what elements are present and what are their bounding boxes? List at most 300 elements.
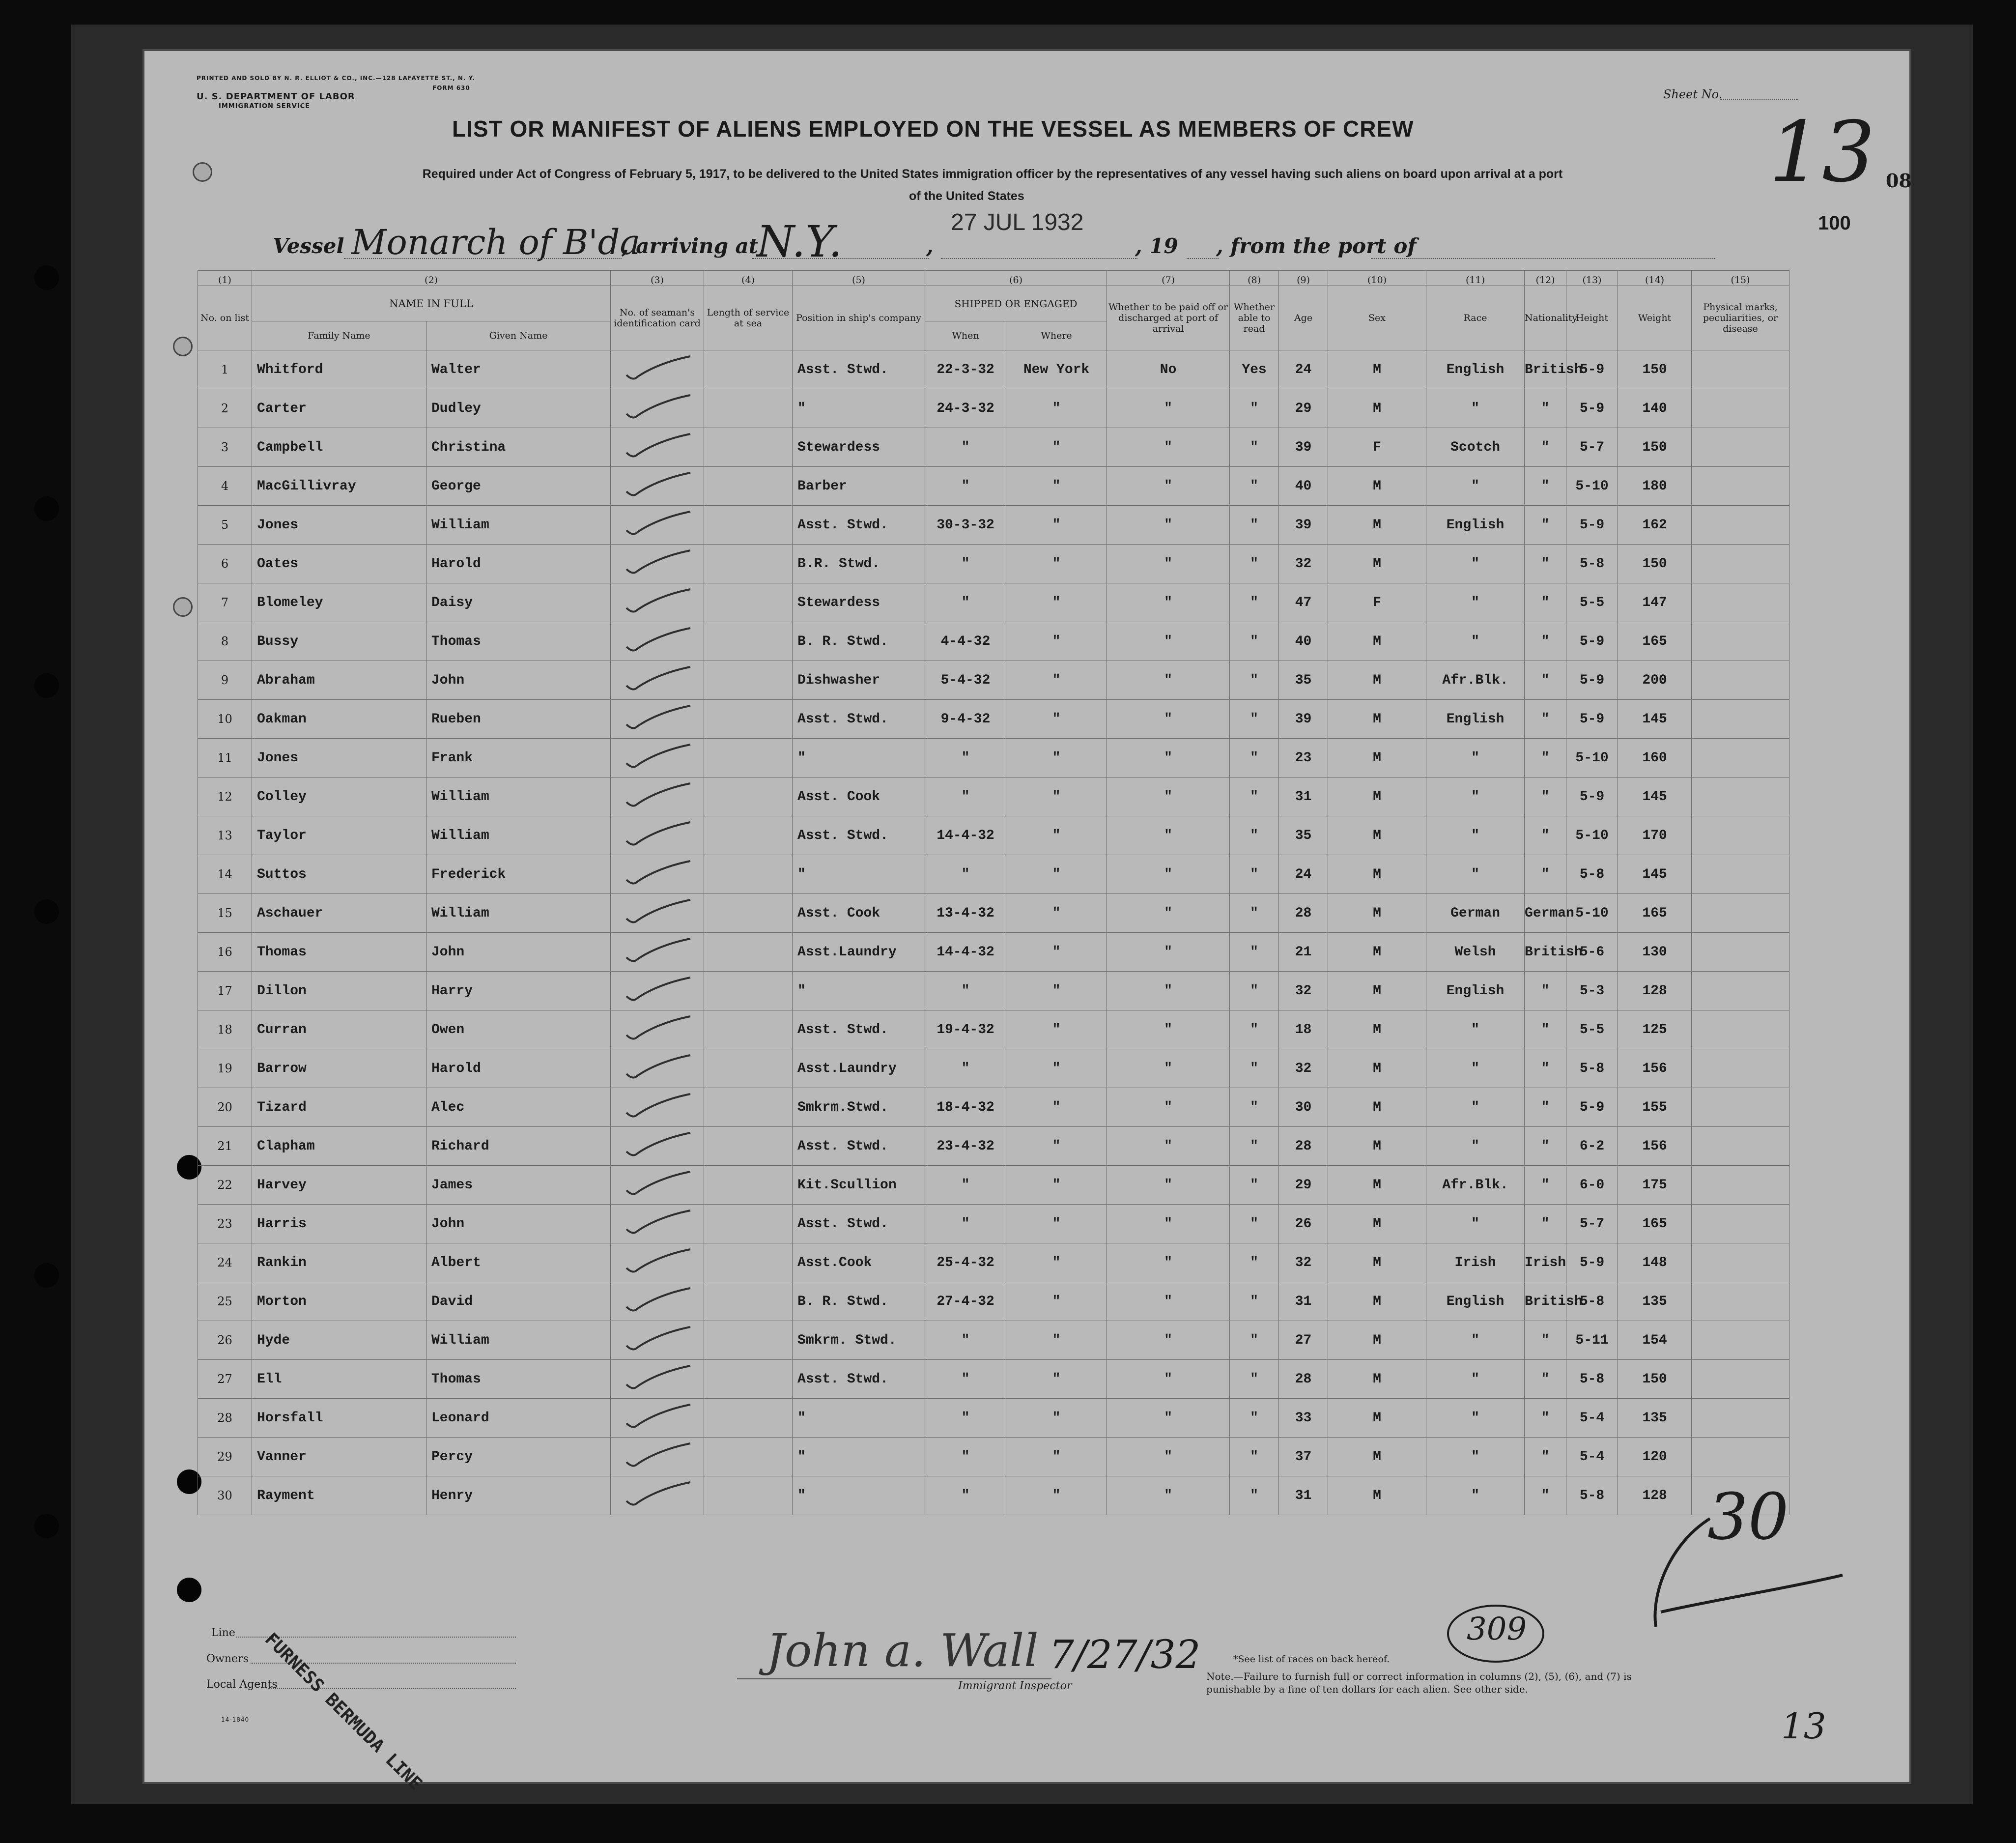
physical-marks	[1692, 1010, 1789, 1049]
age: 29	[1279, 1166, 1328, 1205]
sex: M	[1328, 1321, 1426, 1360]
height: 5-10	[1566, 467, 1618, 506]
col-num: (2)	[252, 271, 611, 286]
position: Asst. Cook	[793, 778, 925, 816]
column-header-row	[198, 286, 1789, 321]
sex: M	[1328, 1438, 1426, 1476]
given-name: John	[426, 661, 611, 700]
weight: 180	[1618, 467, 1692, 506]
age: 28	[1279, 1127, 1328, 1166]
race: Irish	[1426, 1243, 1525, 1282]
paid-off: "	[1107, 894, 1230, 933]
paid-off: "	[1107, 1438, 1230, 1476]
position: Asst. Stwd.	[793, 1205, 925, 1243]
weight: 150	[1618, 1360, 1692, 1399]
table-row	[198, 1166, 1789, 1205]
physical-marks	[1692, 622, 1789, 661]
agents-label: Local Agents	[206, 1678, 278, 1691]
shipped-when: 4-4-32	[925, 622, 1006, 661]
height: 5-9	[1566, 1088, 1618, 1127]
able-to-read: "	[1230, 855, 1279, 894]
shipped-when: "	[925, 972, 1006, 1010]
nationality: "	[1525, 1321, 1566, 1360]
shipped-where: "	[1006, 1438, 1107, 1476]
physical-marks	[1692, 506, 1789, 545]
age: 28	[1279, 894, 1328, 933]
nationality: "	[1525, 1127, 1566, 1166]
sex: M	[1328, 1282, 1426, 1321]
race: "	[1426, 583, 1525, 622]
family-name: Carter	[252, 389, 426, 428]
id-card-check	[611, 1476, 704, 1515]
given-name: Walter	[426, 350, 611, 389]
nationality: British	[1525, 933, 1566, 972]
nationality: "	[1525, 389, 1566, 428]
given-name: John	[426, 1205, 611, 1243]
paid-off: "	[1107, 855, 1230, 894]
id-card-check	[611, 1321, 704, 1360]
physical-marks	[1692, 545, 1789, 583]
nationality: "	[1525, 1088, 1566, 1127]
paid-off: "	[1107, 622, 1230, 661]
family-name: Campbell	[252, 428, 426, 467]
header-no-on-list: No. on list	[198, 286, 252, 350]
given-name: Frank	[426, 739, 611, 778]
table-row	[198, 661, 1789, 700]
height: 5-7	[1566, 428, 1618, 467]
race: "	[1426, 1321, 1525, 1360]
given-name: Leonard	[426, 1399, 611, 1438]
service-length	[704, 1438, 793, 1476]
service-length	[704, 467, 793, 506]
nationality: "	[1525, 1438, 1566, 1476]
check-mark	[621, 1208, 694, 1236]
col-num: (12)	[1525, 271, 1566, 286]
able-to-read: "	[1230, 1399, 1279, 1438]
given-name: William	[426, 816, 611, 855]
nationality: "	[1525, 1476, 1566, 1515]
id-card-check	[611, 933, 704, 972]
sheet-label: Sheet No.	[1663, 87, 1723, 101]
able-to-read: "	[1230, 428, 1279, 467]
physical-marks	[1692, 428, 1789, 467]
position: Smkrm.Stwd.	[793, 1088, 925, 1127]
physical-marks	[1692, 1049, 1789, 1088]
physical-marks	[1692, 1205, 1789, 1243]
weight: 156	[1618, 1127, 1692, 1166]
sex: M	[1328, 467, 1426, 506]
given-name: Rueben	[426, 700, 611, 739]
sex: M	[1328, 739, 1426, 778]
service-label: IMMIGRATION SERVICE	[219, 103, 311, 110]
shipped-where: "	[1006, 816, 1107, 855]
id-card-check	[611, 1438, 704, 1476]
header-race: Race	[1426, 286, 1525, 350]
table-row	[198, 1088, 1789, 1127]
physical-marks	[1692, 739, 1789, 778]
age: 39	[1279, 506, 1328, 545]
physical-marks	[1692, 389, 1789, 428]
weight: 200	[1618, 661, 1692, 700]
id-card-check	[611, 1010, 704, 1049]
family-name: Barrow	[252, 1049, 426, 1088]
arriving-comma: ,	[926, 234, 934, 258]
race: English	[1426, 700, 1525, 739]
check-mark	[621, 1440, 694, 1469]
height: 5-4	[1566, 1399, 1618, 1438]
physical-marks	[1692, 1166, 1789, 1205]
shipped-when: 23-4-32	[925, 1127, 1006, 1166]
physical-marks	[1692, 661, 1789, 700]
nationality: "	[1525, 428, 1566, 467]
physical-marks	[1692, 855, 1789, 894]
row-number: 9	[198, 661, 252, 700]
height: 5-8	[1566, 1360, 1618, 1399]
weight: 156	[1618, 1049, 1692, 1088]
position: "	[793, 855, 925, 894]
weight: 162	[1618, 506, 1692, 545]
shipped-when: "	[925, 855, 1006, 894]
shipped-where: "	[1006, 1321, 1107, 1360]
weight: 120	[1618, 1438, 1692, 1476]
row-number: 23	[198, 1205, 252, 1243]
family-name: Jones	[252, 739, 426, 778]
table-row	[198, 816, 1789, 855]
sex: M	[1328, 1166, 1426, 1205]
shipped-where: "	[1006, 855, 1107, 894]
header-sex: Sex	[1328, 286, 1426, 350]
race: "	[1426, 778, 1525, 816]
header-where: Where	[1006, 321, 1107, 350]
shipped-when: "	[925, 1360, 1006, 1399]
row-number: 10	[198, 700, 252, 739]
family-name: Blomeley	[252, 583, 426, 622]
weight: 170	[1618, 816, 1692, 855]
service-length	[704, 1088, 793, 1127]
circled-number: 309	[1467, 1611, 1527, 1647]
position: Asst. Stwd.	[793, 506, 925, 545]
shipped-where: "	[1006, 739, 1107, 778]
sex: M	[1328, 622, 1426, 661]
race: "	[1426, 1010, 1525, 1049]
given-name: William	[426, 506, 611, 545]
shipped-when: "	[925, 1205, 1006, 1243]
race: English	[1426, 506, 1525, 545]
arriving-port: N.Y.	[757, 216, 843, 267]
row-number: 11	[198, 739, 252, 778]
weight: 145	[1618, 700, 1692, 739]
vessel-name: Monarch of B'da	[351, 222, 641, 262]
binder-hole	[177, 1578, 201, 1602]
sex: M	[1328, 1360, 1426, 1399]
crew-manifest-table	[198, 270, 1789, 1515]
col-num: (13)	[1566, 271, 1618, 286]
able-to-read: "	[1230, 1205, 1279, 1243]
paid-off: "	[1107, 816, 1230, 855]
weight: 165	[1618, 894, 1692, 933]
shipped-when: "	[925, 1166, 1006, 1205]
position: Asst. Stwd.	[793, 350, 925, 389]
shipped-where: "	[1006, 622, 1107, 661]
binder-hole	[34, 265, 59, 290]
row-number: 17	[198, 972, 252, 1010]
year-label: , 19	[1135, 234, 1178, 258]
given-name: Thomas	[426, 1360, 611, 1399]
physical-marks	[1692, 816, 1789, 855]
able-to-read: "	[1230, 933, 1279, 972]
table-row	[198, 1438, 1789, 1476]
paid-off: "	[1107, 661, 1230, 700]
sex: M	[1328, 972, 1426, 1010]
height: 5-9	[1566, 506, 1618, 545]
age: 21	[1279, 933, 1328, 972]
shipped-when: 13-4-32	[925, 894, 1006, 933]
check-mark	[621, 1169, 694, 1197]
position: Asst. Cook	[793, 894, 925, 933]
shipped-when: 25-4-32	[925, 1243, 1006, 1282]
page-title: LIST OR MANIFEST OF ALIENS EMPLOYED ON THE VESSEL AS MEMBERS OF CREW	[452, 116, 1414, 142]
service-length	[704, 1049, 793, 1088]
service-length	[704, 428, 793, 467]
paid-off: "	[1107, 1243, 1230, 1282]
shipped-where: "	[1006, 1010, 1107, 1049]
row-number: 19	[198, 1049, 252, 1088]
age: 39	[1279, 700, 1328, 739]
shipped-where: "	[1006, 467, 1107, 506]
paid-off: "	[1107, 428, 1230, 467]
physical-marks	[1692, 778, 1789, 816]
position: Barber	[793, 467, 925, 506]
check-mark	[621, 431, 694, 460]
height: 5-9	[1566, 622, 1618, 661]
row-number: 22	[198, 1166, 252, 1205]
col-num: (1)	[198, 271, 252, 286]
given-name: Percy	[426, 1438, 611, 1476]
position: Asst. Stwd.	[793, 1360, 925, 1399]
paid-off: "	[1107, 583, 1230, 622]
shipped-where: "	[1006, 700, 1107, 739]
physical-marks	[1692, 1321, 1789, 1360]
physical-marks	[1692, 1399, 1789, 1438]
family-name: MacGillivray	[252, 467, 426, 506]
punch-ring	[173, 337, 193, 356]
physical-marks	[1692, 1360, 1789, 1399]
date-underline	[941, 258, 1137, 259]
table-row	[198, 622, 1789, 661]
check-mark	[621, 703, 694, 731]
age: 35	[1279, 661, 1328, 700]
inspector-label: Immigrant Inspector	[958, 1680, 1072, 1692]
shipped-when: 19-4-32	[925, 1010, 1006, 1049]
id-card-check	[611, 622, 704, 661]
paid-off: "	[1107, 389, 1230, 428]
shipped-where: "	[1006, 1088, 1107, 1127]
crew-rows	[198, 350, 1789, 1515]
table-row	[198, 894, 1789, 933]
race: "	[1426, 467, 1525, 506]
service-length	[704, 972, 793, 1010]
table-row	[198, 1476, 1789, 1515]
service-length	[704, 622, 793, 661]
shipped-when: "	[925, 467, 1006, 506]
able-to-read: "	[1230, 583, 1279, 622]
age: 27	[1279, 1321, 1328, 1360]
id-card-check	[611, 389, 704, 428]
shipped-where: "	[1006, 778, 1107, 816]
given-name: George	[426, 467, 611, 506]
col-num: (7)	[1107, 271, 1230, 286]
family-name: Horsfall	[252, 1399, 426, 1438]
given-name: William	[426, 1321, 611, 1360]
row-number: 3	[198, 428, 252, 467]
family-name: Hyde	[252, 1321, 426, 1360]
weight: 175	[1618, 1166, 1692, 1205]
header-able-to-read: Whether able to read	[1230, 286, 1279, 350]
id-card-check	[611, 506, 704, 545]
service-length	[704, 1243, 793, 1282]
age: 18	[1279, 1010, 1328, 1049]
sex: M	[1328, 1243, 1426, 1282]
id-card-check	[611, 1049, 704, 1088]
service-length	[704, 1127, 793, 1166]
service-length	[704, 1321, 793, 1360]
table-row	[198, 467, 1789, 506]
from-port-underline	[1371, 258, 1715, 259]
given-name: Owen	[426, 1010, 611, 1049]
sex: M	[1328, 894, 1426, 933]
header-service-length: Length of service at sea	[704, 286, 793, 350]
position: "	[793, 972, 925, 1010]
service-length	[704, 545, 793, 583]
position: Asst. Stwd.	[793, 1010, 925, 1049]
id-card-check	[611, 700, 704, 739]
height: 5-9	[1566, 661, 1618, 700]
nationality: "	[1525, 467, 1566, 506]
physical-marks	[1692, 933, 1789, 972]
paid-off: "	[1107, 1321, 1230, 1360]
line-label: Line	[211, 1627, 235, 1639]
age: 29	[1279, 389, 1328, 428]
header-nationality: Nationality	[1525, 286, 1566, 350]
race: English	[1426, 1282, 1525, 1321]
height: 5-9	[1566, 1243, 1618, 1282]
given-name: William	[426, 778, 611, 816]
age: 28	[1279, 1360, 1328, 1399]
id-card-check	[611, 661, 704, 700]
race: English	[1426, 972, 1525, 1010]
height: 5-9	[1566, 389, 1618, 428]
check-mark	[621, 1091, 694, 1120]
header-marks: Physical marks, peculiarities, or disease	[1692, 286, 1789, 350]
age: 33	[1279, 1399, 1328, 1438]
physical-marks	[1692, 1127, 1789, 1166]
race: "	[1426, 622, 1525, 661]
shipped-when: "	[925, 545, 1006, 583]
col-num: (5)	[793, 271, 925, 286]
row-number: 6	[198, 545, 252, 583]
sex: M	[1328, 1476, 1426, 1515]
weight: 155	[1618, 1088, 1692, 1127]
shipped-where: "	[1006, 661, 1107, 700]
department-label: U. S. DEPARTMENT OF LABOR	[197, 91, 355, 102]
family-name: Aschauer	[252, 894, 426, 933]
paid-off: "	[1107, 933, 1230, 972]
family-name: Abraham	[252, 661, 426, 700]
row-number: 26	[198, 1321, 252, 1360]
height: 5-10	[1566, 816, 1618, 855]
row-number: 29	[198, 1438, 252, 1476]
weight: 150	[1618, 350, 1692, 389]
binder-hole	[34, 1514, 59, 1538]
paid-off: "	[1107, 1088, 1230, 1127]
paid-off: "	[1107, 1399, 1230, 1438]
paid-off: No	[1107, 350, 1230, 389]
sex: M	[1328, 506, 1426, 545]
bottom-number: 13	[1781, 1705, 1826, 1747]
shipped-when: "	[925, 1476, 1006, 1515]
check-mark	[621, 1479, 694, 1508]
shipped-when: "	[925, 1399, 1006, 1438]
table-row	[198, 1399, 1789, 1438]
id-card-check	[611, 1360, 704, 1399]
sex: M	[1328, 816, 1426, 855]
given-name: David	[426, 1282, 611, 1321]
age: 31	[1279, 1476, 1328, 1515]
table-row	[198, 583, 1789, 622]
binder-hole	[34, 496, 59, 521]
table-row	[198, 855, 1789, 894]
given-name: Christina	[426, 428, 611, 467]
shipped-when: "	[925, 1321, 1006, 1360]
race: "	[1426, 739, 1525, 778]
service-length	[704, 1282, 793, 1321]
check-mark	[621, 1324, 694, 1353]
height: 6-0	[1566, 1166, 1618, 1205]
col-num: (4)	[704, 271, 793, 286]
sex: M	[1328, 855, 1426, 894]
family-name: Curran	[252, 1010, 426, 1049]
family-name: Rayment	[252, 1476, 426, 1515]
position: "	[793, 389, 925, 428]
service-length	[704, 350, 793, 389]
vessel-label: Vessel	[273, 234, 344, 258]
position: Dishwasher	[793, 661, 925, 700]
row-number: 7	[198, 583, 252, 622]
row-number: 4	[198, 467, 252, 506]
paid-off: "	[1107, 1049, 1230, 1088]
penalty-note: Note.—Failure to furnish full or correct information in columns (2), (5), (6), and (7) is punishable by a fine of ten dollars for each alien. See other side.	[1206, 1670, 1632, 1695]
row-number: 13	[198, 816, 252, 855]
table-row	[198, 1205, 1789, 1243]
nationality: "	[1525, 1399, 1566, 1438]
check-mark	[621, 625, 694, 654]
shipped-when: 5-4-32	[925, 661, 1006, 700]
height: 5-11	[1566, 1321, 1618, 1360]
able-to-read: "	[1230, 1049, 1279, 1088]
shipped-when: 9-4-32	[925, 700, 1006, 739]
check-mark	[621, 897, 694, 925]
nationality: "	[1525, 972, 1566, 1010]
weight: 148	[1618, 1243, 1692, 1282]
col-num: (14)	[1618, 271, 1692, 286]
table-row	[198, 1049, 1789, 1088]
id-card-check	[611, 545, 704, 583]
position: Asst. Stwd.	[793, 816, 925, 855]
row-number: 14	[198, 855, 252, 894]
sex: M	[1328, 389, 1426, 428]
shipped-where: "	[1006, 1127, 1107, 1166]
age: 39	[1279, 428, 1328, 467]
